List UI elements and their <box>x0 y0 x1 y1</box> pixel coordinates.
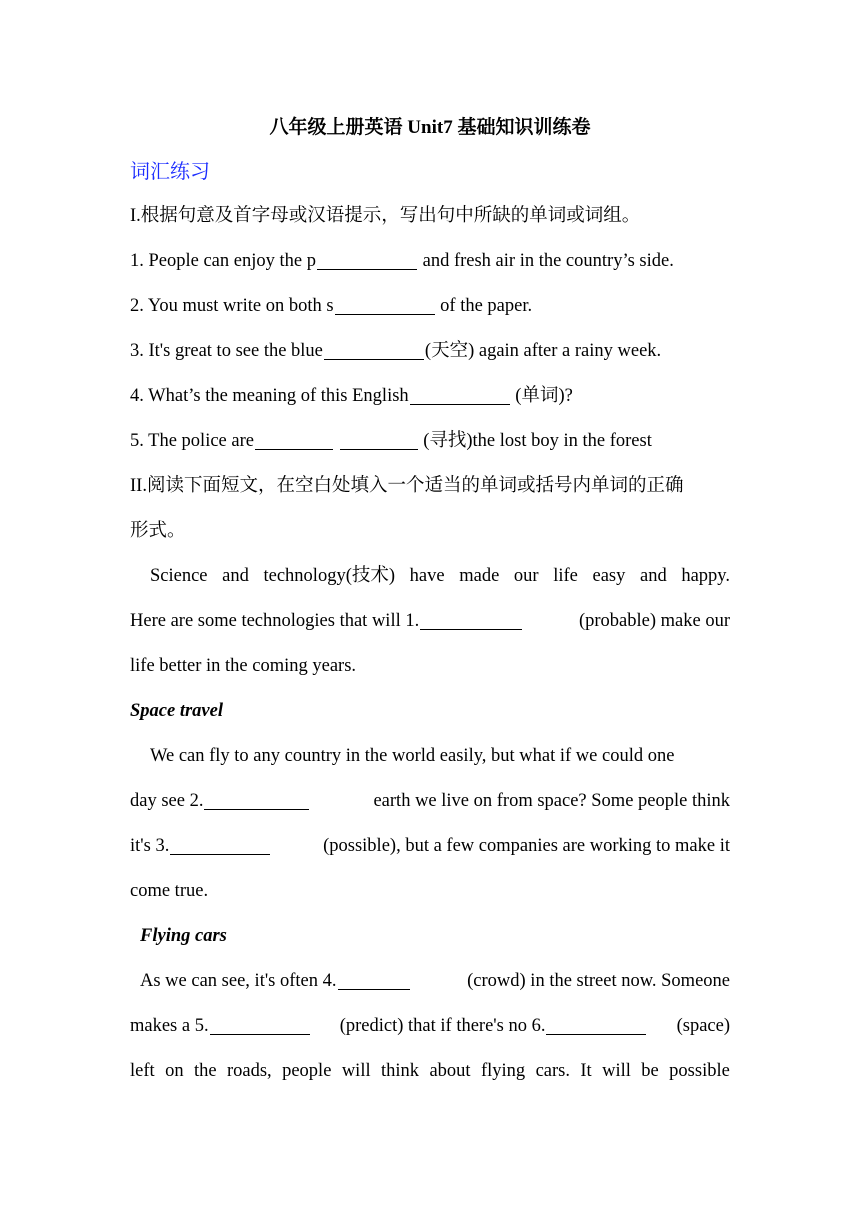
worksheet-page <box>130 107 730 1094</box>
passage-line <box>130 959 730 1004</box>
word: will <box>602 1061 631 1081</box>
word: flying <box>480 1061 526 1081</box>
answer-blank-4[interactable] <box>338 969 410 990</box>
passage-text: (crowd) in the street now. Someone <box>467 971 730 991</box>
question-text: 2. You must write on both s <box>130 296 334 316</box>
question-text: and fresh air in the country’s side. <box>417 251 674 271</box>
word: the <box>193 1061 217 1081</box>
question-text: (天空) again after a rainy week. <box>424 341 662 361</box>
answer-blank[interactable] <box>410 384 510 405</box>
passage-text: As we can see, it's often 4. <box>140 971 337 991</box>
answer-blank[interactable] <box>324 339 424 360</box>
answer-blank-3[interactable] <box>170 834 270 855</box>
word: life <box>553 566 578 586</box>
word: our <box>513 566 539 586</box>
answer-blank-2[interactable] <box>204 789 309 810</box>
answer-blank[interactable] <box>317 249 417 270</box>
passage-text: (possible), but a few companies are working to make it <box>323 836 730 856</box>
word: about <box>429 1061 471 1081</box>
passage-line <box>130 779 730 824</box>
word: people <box>282 1061 332 1081</box>
answer-blank[interactable] <box>340 429 418 450</box>
question-text: (寻找)the lost boy in the forest <box>418 431 652 451</box>
passage-text: (predict) that if there's no 6. <box>339 1016 546 1036</box>
part1-instruction: I.根据句意及首字母或汉语提示，写出句中所缺的单词或词组。 <box>130 206 641 226</box>
passage-text: (probable) make our <box>578 611 730 631</box>
passage-text: Here are some technologies that will 1. <box>130 611 420 631</box>
question-1 <box>130 239 730 284</box>
word: on <box>165 1061 184 1081</box>
answer-blank-5[interactable] <box>210 1014 310 1035</box>
word: will <box>341 1061 371 1081</box>
passage-text: day see 2. <box>130 791 204 811</box>
worksheet-title: 八年级上册英语 Unit7 基础知识训练卷 <box>269 117 591 138</box>
word: think <box>381 1061 420 1081</box>
passage-text: makes a 5. <box>130 1016 209 1036</box>
answer-blank[interactable] <box>255 429 333 450</box>
word: It <box>580 1061 592 1081</box>
passage-line <box>130 1004 730 1049</box>
word: and <box>639 566 667 586</box>
word: be <box>641 1061 659 1081</box>
passage-line: life better in the coming years. <box>130 656 357 676</box>
part2-instruction-cont: 形式。 <box>130 521 186 541</box>
question-text: of the paper. <box>435 296 533 316</box>
answer-blank-6[interactable] <box>546 1014 646 1035</box>
question-text: (单词)? <box>510 386 573 406</box>
subheading-flying-cars: Flying cars <box>140 926 227 946</box>
question-text: 5. The police are <box>130 431 254 451</box>
passage-line <box>130 554 730 599</box>
question-2 <box>130 284 730 329</box>
question-text: 1. People can enjoy the p <box>130 251 316 271</box>
passage-line: We can fly to any country in the world easily, but what if we could one <box>150 746 675 766</box>
word: and <box>222 566 249 586</box>
passage-text: (space) <box>676 1016 730 1036</box>
passage-text: earth we live on from space? Some people think <box>373 791 730 811</box>
answer-blank[interactable] <box>335 294 435 315</box>
word: cars. <box>535 1061 570 1081</box>
section-heading-vocab: 词汇练习 <box>130 159 210 183</box>
word: easy <box>592 566 626 586</box>
word: roads, <box>226 1061 272 1081</box>
question-text: 4. What’s the meaning of this English <box>130 386 409 406</box>
word: have <box>409 566 445 586</box>
question-3 <box>130 329 730 374</box>
subheading-space-travel: Space travel <box>130 701 223 721</box>
passage-line <box>130 1049 730 1094</box>
passage-line: come true. <box>130 881 209 901</box>
question-text: 3. It's great to see the blue <box>130 341 323 361</box>
word: Science <box>150 566 208 586</box>
answer-blank-1[interactable] <box>420 609 522 630</box>
question-4 <box>130 374 730 419</box>
part2-instruction: II.阅读下面短文，在空白处填入一个适当的单词或括号内单词的正确 <box>130 476 684 496</box>
word: happy. <box>681 566 730 586</box>
passage-line <box>130 824 730 869</box>
word: made <box>459 566 500 586</box>
word: technology(技术) <box>263 566 396 586</box>
word: possible <box>669 1061 730 1081</box>
passage-text: it's 3. <box>130 836 170 856</box>
question-5 <box>130 419 730 464</box>
word: left <box>130 1061 155 1081</box>
passage-line <box>130 599 730 644</box>
